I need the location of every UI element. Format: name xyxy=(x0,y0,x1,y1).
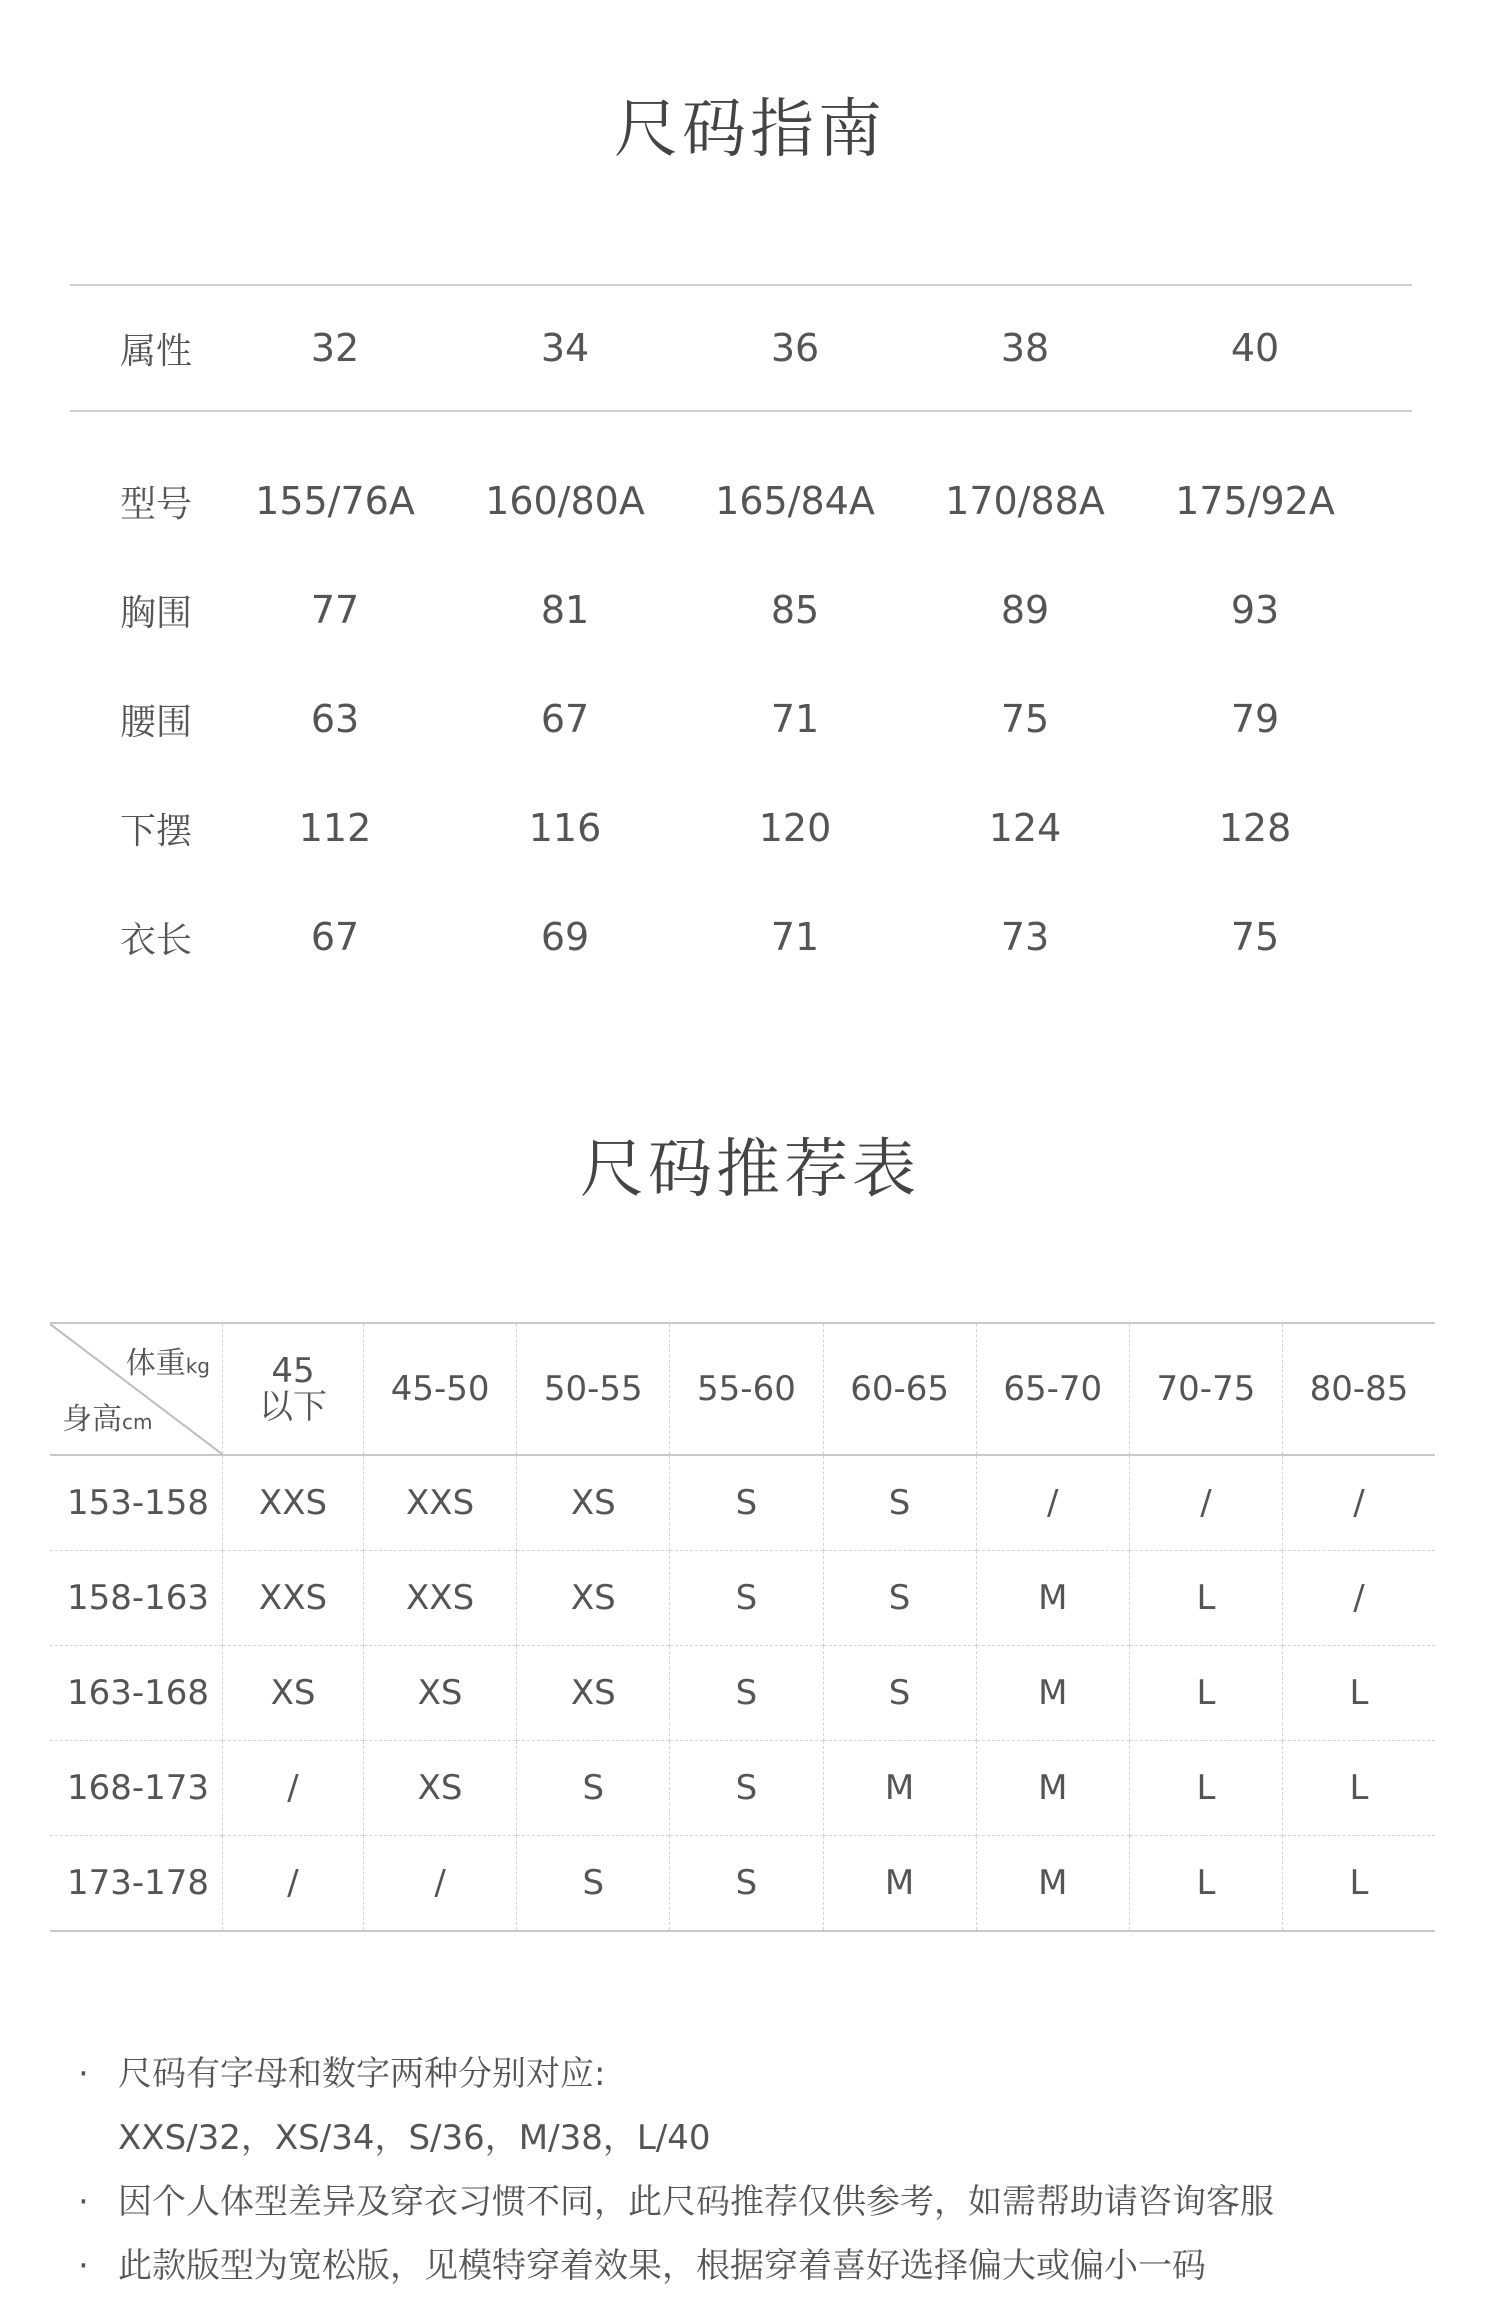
table-row xyxy=(50,1741,1435,1836)
row-label: 型号 xyxy=(120,483,193,525)
row-value: 175/92A xyxy=(1175,479,1335,523)
size-cell: XXS xyxy=(223,1551,364,1646)
size-guide-row xyxy=(70,689,1412,749)
weight-col-header: 55-60 xyxy=(670,1323,823,1455)
note-item xyxy=(78,2238,1206,2287)
size-cell: S xyxy=(670,1741,823,1836)
weight-col-header: 60-65 xyxy=(823,1323,976,1455)
size-cell: / xyxy=(223,1741,364,1836)
row-label: 胸围 xyxy=(120,592,193,634)
divider xyxy=(70,284,1412,286)
bullet: · xyxy=(78,2054,89,2094)
row-value: 67 xyxy=(540,697,590,741)
size-cell: S xyxy=(823,1646,976,1741)
size-cell: XS xyxy=(364,1741,517,1836)
row-value: 89 xyxy=(1000,588,1050,632)
row-value: 124 xyxy=(988,806,1062,850)
row-value: 93 xyxy=(1230,588,1280,632)
size-cell: L xyxy=(1283,1741,1435,1836)
size-guide-row xyxy=(70,907,1412,967)
row-value: 81 xyxy=(540,588,590,632)
weight-col-header: 65-70 xyxy=(976,1323,1129,1455)
size-cell: XXS xyxy=(364,1551,517,1646)
size-cell: M xyxy=(823,1836,976,1932)
size-cell: XS xyxy=(223,1646,364,1741)
bullet: · xyxy=(78,2182,89,2222)
size-cell: / xyxy=(1283,1455,1435,1551)
size-cell: L xyxy=(1129,1836,1282,1932)
header-size: 38 xyxy=(1000,326,1050,370)
size-cell: XS xyxy=(364,1646,517,1741)
row-label: 腰围 xyxy=(120,701,193,743)
size-cell: XS xyxy=(517,1455,670,1551)
row-value: 75 xyxy=(1000,697,1050,741)
row-value: 120 xyxy=(758,806,832,850)
height-cell: 158-163 xyxy=(50,1551,223,1646)
row-value: 71 xyxy=(770,697,820,741)
size-cell: S xyxy=(670,1836,823,1932)
size-guide-title: 尺码指南 xyxy=(614,93,886,167)
size-cell: / xyxy=(364,1836,517,1932)
recommendation-title: 尺码推荐表 xyxy=(580,1133,920,1207)
row-value: 170/88A xyxy=(945,479,1105,523)
size-cell: XXS xyxy=(223,1455,364,1551)
recommendation-table xyxy=(50,1322,1435,1932)
row-value: 160/80A xyxy=(485,479,645,523)
size-guide-row xyxy=(70,471,1412,531)
size-cell: S xyxy=(670,1551,823,1646)
row-value: 155/76A xyxy=(255,479,415,523)
weight-col-header: 70-75 xyxy=(1129,1323,1282,1455)
size-cell: M xyxy=(976,1646,1129,1741)
header-size: 32 xyxy=(310,326,360,370)
height-cell: 153-158 xyxy=(50,1455,223,1551)
size-cell: L xyxy=(1283,1836,1435,1932)
height-cell: 168-173 xyxy=(50,1741,223,1836)
size-cell: L xyxy=(1129,1741,1282,1836)
divider xyxy=(70,410,1412,412)
height-cell: 163-168 xyxy=(50,1646,223,1741)
weight-col-header: 45-50 xyxy=(364,1323,517,1455)
size-cell: S xyxy=(823,1455,976,1551)
note-text: XXS/32，XS/34，S/36，M/38，L/40 xyxy=(118,2118,711,2158)
note-item xyxy=(78,2046,605,2095)
row-value: 69 xyxy=(540,915,590,959)
note-item xyxy=(78,2110,711,2159)
weight-col-header: 45 以下 xyxy=(223,1323,364,1455)
row-label: 衣长 xyxy=(120,919,193,961)
note-item xyxy=(78,2174,1274,2223)
size-cell: S xyxy=(517,1741,670,1836)
size-cell: M xyxy=(823,1741,976,1836)
weight-col-header: 80-85 xyxy=(1283,1323,1435,1455)
size-cell: S xyxy=(823,1551,976,1646)
size-cell: M xyxy=(976,1741,1129,1836)
note-text: 因个人体型差异及穿衣习惯不同，此尺码推荐仅供参考，如需帮助请咨询客服 xyxy=(118,2182,1274,2222)
size-guide-row xyxy=(70,580,1412,640)
size-cell: / xyxy=(1283,1551,1435,1646)
header-size: 40 xyxy=(1230,326,1280,370)
size-cell: M xyxy=(976,1836,1129,1932)
size-cell: S xyxy=(670,1455,823,1551)
note-text: 此款版型为宽松版，见模特穿着效果，根据穿着喜好选择偏大或偏小一码 xyxy=(118,2246,1206,2286)
size-guide-row xyxy=(70,798,1412,858)
weight-header: 体重kg xyxy=(125,1346,210,1381)
table-row xyxy=(50,1455,1435,1551)
row-value: 73 xyxy=(1000,915,1050,959)
row-value: 116 xyxy=(528,806,602,850)
note-text: 尺码有字母和数字两种分别对应: xyxy=(118,2054,606,2094)
row-value: 128 xyxy=(1218,806,1292,850)
header-size: 34 xyxy=(540,326,590,370)
size-guide-header-row xyxy=(70,318,1412,378)
size-cell: S xyxy=(670,1646,823,1741)
row-value: 63 xyxy=(310,697,360,741)
size-cell: L xyxy=(1283,1646,1435,1741)
header-label: 属性 xyxy=(120,330,193,372)
header-size: 36 xyxy=(770,326,820,370)
bullet: · xyxy=(78,2246,89,2286)
row-value: 77 xyxy=(310,588,360,632)
table-row xyxy=(50,1646,1435,1741)
row-value: 112 xyxy=(298,806,372,850)
size-cell: L xyxy=(1129,1646,1282,1741)
size-cell: / xyxy=(1129,1455,1282,1551)
size-cell: S xyxy=(517,1836,670,1932)
size-cell: XS xyxy=(517,1551,670,1646)
row-value: 71 xyxy=(770,915,820,959)
table-row xyxy=(50,1551,1435,1646)
size-cell: / xyxy=(223,1836,364,1932)
table-row xyxy=(50,1836,1435,1932)
height-cell: 173-178 xyxy=(50,1836,223,1932)
row-value: 165/84A xyxy=(715,479,875,523)
recommendation-header-row xyxy=(50,1323,1435,1455)
height-header: 身高cm xyxy=(62,1402,153,1437)
corner-cell xyxy=(50,1323,223,1455)
size-cell: M xyxy=(976,1551,1129,1646)
row-value: 75 xyxy=(1230,915,1280,959)
row-value: 79 xyxy=(1230,697,1280,741)
row-label: 下摆 xyxy=(120,810,193,852)
size-cell: XS xyxy=(517,1646,670,1741)
row-value: 85 xyxy=(770,588,820,632)
size-cell: / xyxy=(976,1455,1129,1551)
size-cell: L xyxy=(1129,1551,1282,1646)
row-value: 67 xyxy=(310,915,360,959)
weight-col-header: 50-55 xyxy=(517,1323,670,1455)
size-cell: XXS xyxy=(364,1455,517,1551)
